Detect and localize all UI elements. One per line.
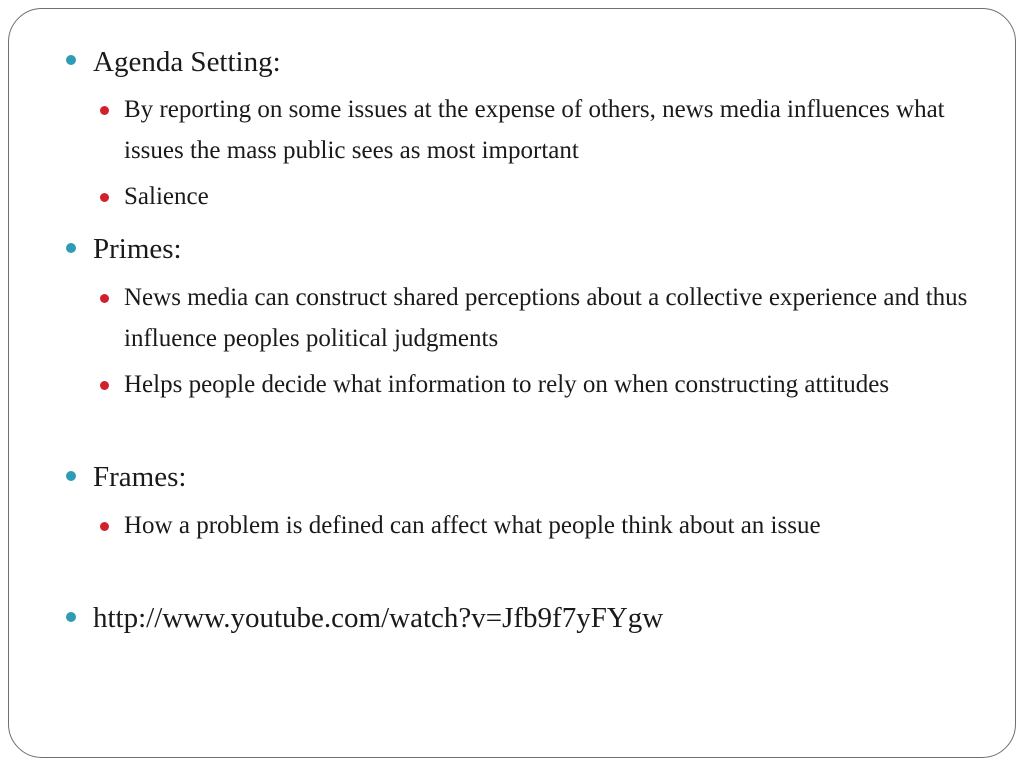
sub-bullet-primes-attitudes: Helps people decide what information to rely on when constructing attitudes <box>124 371 890 398</box>
bullet-icon <box>66 243 76 253</box>
sub-bullet-agenda-reporting: By reporting on some issues at the expense of others, news media influences what issues the mass public sees as most important <box>124 96 945 164</box>
sub-bullet-icon <box>100 294 109 303</box>
sub-bullet-icon <box>100 106 109 115</box>
bullet-heading-agenda-setting: Agenda Setting: <box>93 46 281 78</box>
sub-bullet-icon <box>100 381 109 390</box>
sub-bullet-frames-definition: How a problem is defined can affect what people think about an issue <box>124 512 821 539</box>
slide-content <box>9 9 1015 757</box>
slide-frame <box>8 8 1016 758</box>
bullet-heading-primes: Primes: <box>93 233 182 265</box>
sub-bullet-primes-perceptions: News media can construct shared perceptions about a collective experience and thus influence peoples political judgments <box>124 284 968 352</box>
bullet-icon <box>66 55 76 65</box>
sub-bullet-salience: Salience <box>124 183 209 210</box>
video-link[interactable]: http://www.youtube.com/watch?v=Jfb9f7yFYgw <box>93 602 664 634</box>
bullet-heading-frames: Frames: <box>93 461 187 493</box>
bullet-icon <box>66 612 76 622</box>
sub-bullet-icon <box>100 193 109 202</box>
bullet-icon <box>66 471 76 481</box>
sub-bullet-icon <box>100 522 109 531</box>
